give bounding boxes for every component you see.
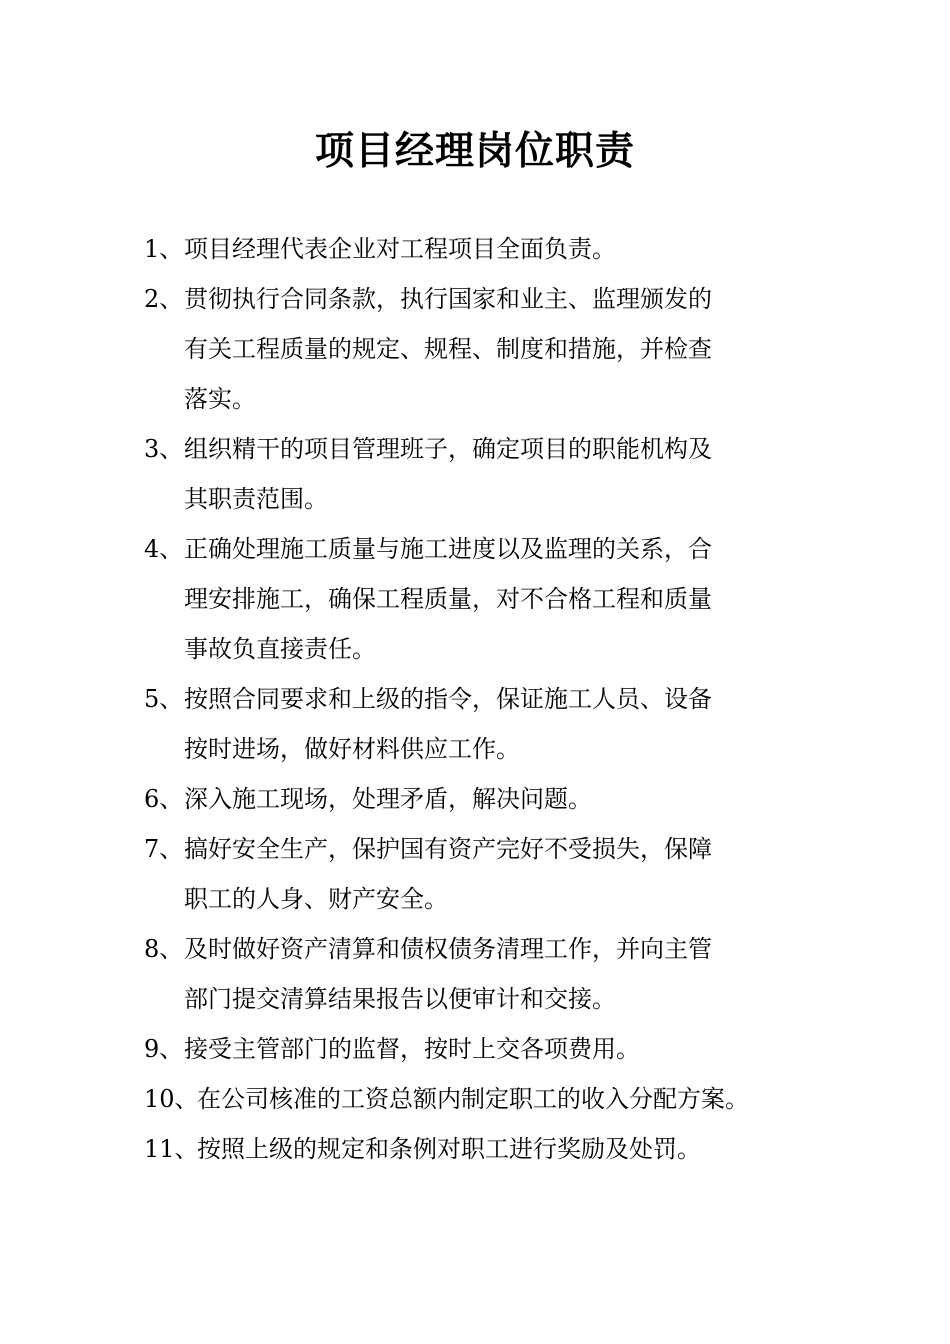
- text-line: 事故负直接责任。: [184, 635, 376, 663]
- item-text: [184, 774, 760, 824]
- item-text: [184, 424, 760, 524]
- text-line: 落实。: [184, 385, 256, 413]
- text-line: 按照合同要求和上级的指令，保证施工人员、设备: [184, 685, 712, 713]
- text-line: 其职责范围。: [184, 485, 328, 513]
- item-number: 1、: [144, 235, 184, 263]
- text-line: 及时做好资产清算和债权债务清理工作，并向主管: [184, 935, 712, 963]
- list-item: [0, 774, 950, 824]
- item-number: 7、: [144, 835, 184, 863]
- text-line: 按照上级的规定和条例对职工进行奖励及处罚。: [197, 1135, 701, 1163]
- text-line: 贯彻执行合同条款，执行国家和业主、监理颁发的: [184, 285, 712, 313]
- list-item: [0, 674, 950, 774]
- text-line: 按时进场，做好材料供应工作。: [184, 735, 520, 763]
- item-number: 3、: [144, 435, 184, 463]
- list-item: [0, 1074, 950, 1124]
- list-item: [0, 1024, 950, 1074]
- list-item: [0, 424, 950, 524]
- text-line: 理安排施工，确保工程质量，对不合格工程和质量: [184, 585, 712, 613]
- item-text: [184, 274, 760, 424]
- item-text: [184, 924, 760, 1024]
- item-text: [184, 224, 760, 274]
- text-line: 组织精干的项目管理班子，确定项目的职能机构及: [184, 435, 712, 463]
- item-text: [184, 524, 760, 674]
- text-line: 部门提交清算结果报告以便审计和交接。: [184, 985, 616, 1013]
- list-item: [0, 224, 950, 274]
- duty-list: [0, 224, 950, 1174]
- text-line: 在公司核准的工资总额内制定职工的收入分配方案。: [197, 1085, 749, 1113]
- text-line: 正确处理施工质量与施工进度以及监理的关系，合: [184, 535, 712, 563]
- item-number: 9、: [144, 1035, 184, 1063]
- item-number: 6、: [144, 785, 184, 813]
- list-item: [0, 1124, 950, 1174]
- item-text: [184, 824, 760, 924]
- item-number: 5、: [144, 685, 184, 713]
- item-number: 10、: [144, 1085, 199, 1113]
- item-text: [197, 1124, 787, 1174]
- text-line: 接受主管部门的监督，按时上交各项费用。: [184, 1035, 640, 1063]
- text-line: 项目经理代表企业对工程项目全面负责。: [184, 235, 616, 263]
- item-number: 2、: [144, 285, 184, 313]
- item-text: [184, 1024, 760, 1074]
- list-item: [0, 824, 950, 924]
- item-number: 8、: [144, 935, 184, 963]
- text-line: 有关工程质量的规定、规程、制度和措施，并检查: [184, 335, 712, 363]
- list-item: [0, 274, 950, 424]
- item-text: [184, 674, 760, 774]
- text-line: 深入施工现场，处理矛盾，解决问题。: [184, 785, 592, 813]
- item-number: 4、: [144, 535, 184, 563]
- list-item: [0, 924, 950, 1024]
- document-title: 项目经理岗位职责: [314, 129, 635, 174]
- item-number: 11、: [144, 1135, 199, 1163]
- item-text: [197, 1074, 787, 1124]
- list-item: [0, 524, 950, 674]
- text-line: 搞好安全生产，保护国有资产完好不受损失，保障: [184, 835, 712, 863]
- text-line: 职工的人身、财产安全。: [184, 885, 448, 913]
